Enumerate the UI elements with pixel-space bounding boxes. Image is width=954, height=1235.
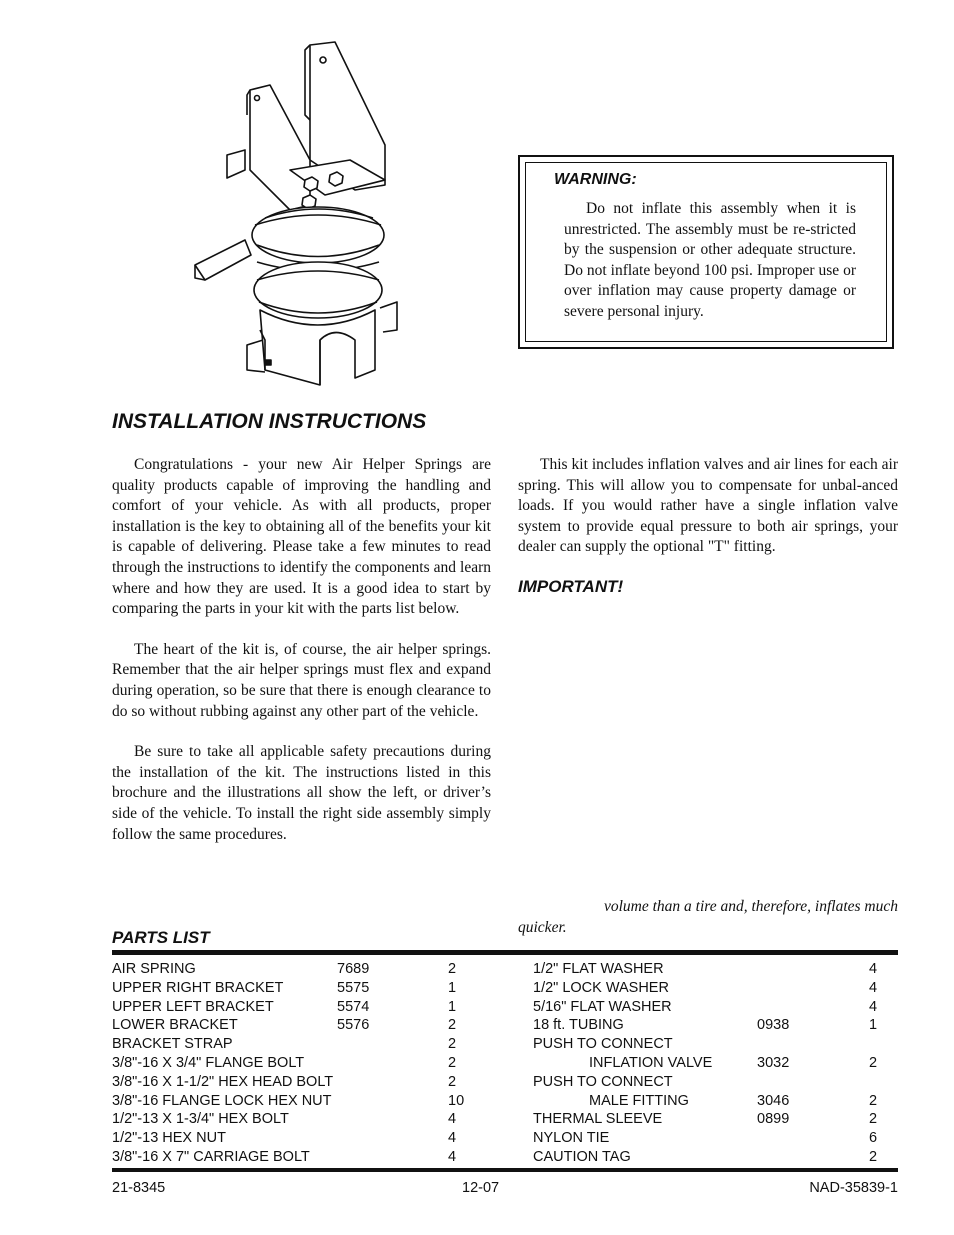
- part-qty: 2: [869, 1111, 878, 1128]
- part-qty: 4: [869, 979, 878, 996]
- part-name: NYLON TIE: [533, 1130, 610, 1147]
- air-spring-assembly-illustration: [185, 40, 410, 390]
- part-number: 3032: [757, 1055, 790, 1071]
- part-name: 3/8"-16 X 1-1/2" HEX HEAD BOLT: [112, 1073, 334, 1090]
- part-number: 0899: [757, 1111, 790, 1128]
- part-qty: 2: [869, 1149, 878, 1165]
- part-name: AIR SPRING: [112, 961, 196, 977]
- footer-document-number: 21-8345: [112, 1180, 166, 1196]
- warning-title: WARNING:: [554, 171, 637, 188]
- parts-top-rule: [112, 950, 898, 955]
- part-name: MALE FITTING: [589, 1092, 689, 1109]
- part-name: PUSH TO CONNECT: [533, 1073, 673, 1090]
- right-column: [518, 455, 898, 578]
- warning-text: Do not inflate this assembly when it is unrestricted. The assembly must be re-stricted by the suspension or other adequate structure. Do not inflate beyond 100 psi. Improper use or over inflation may cause property damage or severe personal injury.: [564, 200, 856, 320]
- part-name: 1/2"-13 HEX NUT: [112, 1130, 226, 1147]
- part-qty: 1: [869, 1017, 878, 1034]
- part-qty: 2: [448, 1073, 457, 1090]
- part-number: 5574: [337, 998, 370, 1015]
- important-heading: IMPORTANT!: [518, 577, 624, 596]
- footer-form-number: NAD-35839-1: [809, 1180, 898, 1196]
- trailing-line-1: volume than a tire and, therefore, inflates much: [603, 898, 898, 915]
- part-name: THERMAL SLEEVE: [533, 1111, 663, 1128]
- part-qty: 2: [869, 1092, 878, 1109]
- part-name: 1/2"-13 X 1-3/4" HEX BOLT: [112, 1111, 289, 1128]
- part-name: CAUTION TAG: [533, 1149, 631, 1165]
- part-name: BRACKET STRAP: [112, 1036, 233, 1053]
- part-number: 5576: [337, 1017, 370, 1034]
- part-qty: 1: [448, 998, 457, 1015]
- part-qty: 2: [869, 1055, 878, 1071]
- part-name: 3/8"-16 X 7" CARRIAGE BOLT: [112, 1149, 310, 1165]
- part-name: PUSH TO CONNECT: [533, 1036, 673, 1053]
- part-name: LOWER BRACKET: [112, 1017, 238, 1034]
- part-name: 18 ft. TUBING: [533, 1017, 624, 1034]
- part-qty: 4: [448, 1111, 457, 1128]
- installation-heading: INSTALLATION INSTRUCTIONS: [112, 410, 427, 433]
- part-name: INFLATION VALVE: [589, 1055, 713, 1071]
- part-qty: 4: [869, 961, 878, 977]
- part-qty: 4: [869, 998, 878, 1015]
- trailing-line-2: quicker.: [518, 918, 567, 936]
- part-qty: 4: [448, 1149, 457, 1165]
- part-number: 7689: [337, 961, 370, 977]
- part-qty: 6: [869, 1130, 878, 1147]
- parts-bottom-rule: [112, 1168, 898, 1172]
- part-qty: 4: [448, 1130, 457, 1147]
- safety-paragraph: Be sure to take all applicable safety precautions during the installation of the kit. The instructions listed in this brochure and the illustrations all show the left, or driver’s side of the vehicle. To install the right side assembly simply follow the same procedures.: [112, 743, 491, 843]
- part-qty: 10: [448, 1092, 465, 1109]
- left-column: [112, 455, 491, 865]
- trailing-text: [518, 897, 898, 938]
- part-number: 3046: [757, 1092, 790, 1109]
- footer-date: 12-07: [462, 1180, 500, 1196]
- part-name: 3/8"-16 X 3/4" FLANGE BOLT: [112, 1055, 305, 1071]
- part-name: 1/2" LOCK WASHER: [533, 979, 669, 996]
- part-qty: 2: [448, 1055, 457, 1071]
- part-qty: 2: [448, 1017, 457, 1034]
- parts-list-heading: PARTS LIST: [112, 928, 210, 947]
- part-qty: 2: [448, 961, 457, 977]
- part-number: 5575: [337, 979, 370, 996]
- intro-paragraph: Congratulations - your new Air Helper Springs are quality products capable of improving the handling and comfort of your vehicle. As with all products, proper installation is the key to obtaining all of the benefits your kit is capable of delivering. Please take a few minutes to read through the instructions to identify the components and learn where and how they are used. It is a good idea to start by comparing the parts in your kit with the parts list below.: [112, 456, 491, 618]
- part-number: 0938: [757, 1017, 790, 1034]
- part-name: 5/16" FLAT WASHER: [533, 998, 672, 1015]
- part-qty: 1: [448, 979, 457, 996]
- kit-paragraph: This kit includes inflation valves and air lines for each air spring. This will allow you to compensate for unbal-anced loads. If you would rather have a single inflation valve system to provide equal pressure to both air springs, your dealer can supply the optional "T" fitting.: [518, 456, 898, 556]
- part-qty: 2: [448, 1036, 457, 1053]
- part-name: 1/2" FLAT WASHER: [533, 961, 664, 977]
- springs-paragraph: The heart of the kit is, of course, the air helper springs. Remember that the air helper springs must flex and expand during operation, so be sure that there is enough clearance to do so without rubbing against any other part of the vehicle.: [112, 640, 491, 720]
- part-name: UPPER LEFT BRACKET: [112, 998, 274, 1015]
- part-name: UPPER RIGHT BRACKET: [112, 979, 284, 996]
- warning-box: [518, 155, 894, 349]
- part-name: 3/8"-16 FLANGE LOCK HEX NUT: [112, 1092, 332, 1109]
